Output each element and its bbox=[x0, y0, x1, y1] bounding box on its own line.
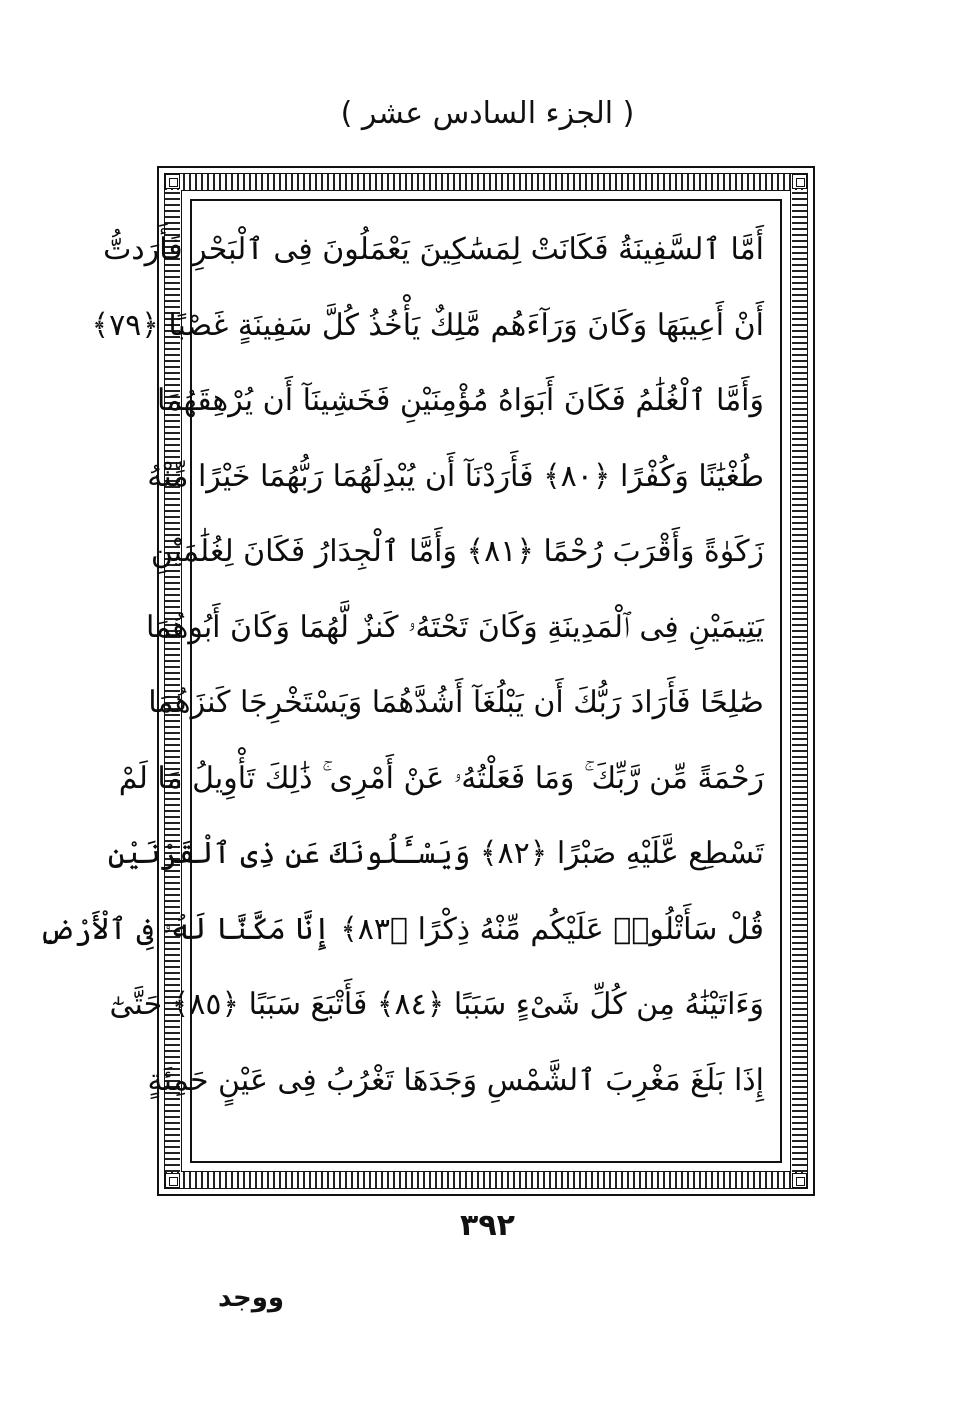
corner-ornament-bottom-right bbox=[165, 1173, 180, 1188]
verse-line-1: أَمَّا ٱلسَّفِينَةُ فَكَانَتْ لِمَسَٰكِينَ يَعْمَلُونَ فِى ٱلْبَحْرِ فَأَرَدتُّ bbox=[103, 232, 764, 267]
verse-line-6: يَتِيمَيْنِ فِى ٱلْمَدِينَةِ وَكَانَ تَحْتَهُۥ كَنزٌ لَّهُمَا وَكَانَ أَبُوهُمَا bbox=[146, 609, 764, 645]
verse-line-11: وَءَاتَيْنَٰهُ مِن كُلِّ شَىْءٍ سَبَبًا ﴿٨٤﴾ فَأَتْبَعَ سَبَبًا ﴿٨٥﴾ حَتَّىٰٓ bbox=[109, 987, 764, 1022]
catchword: ووجد bbox=[218, 1283, 285, 1313]
verse-line-12: إِذَا بَلَغَ مَغْرِبَ ٱلشَّمْسِ وَجَدَهَا تَغْرُبُ فِى عَيْنٍ حَمِئَةٍ bbox=[147, 1062, 764, 1098]
verse-line-8: رَحْمَةً مِّن رَّبِّكَ ۚ وَمَا فَعَلْتُهُۥ عَنْ أَمْرِى ۚ ذَٰلِكَ تَأْوِيلُ مَا لَمْ bbox=[118, 760, 764, 796]
verse-line-10: قُلْ سَأَتْلُوا۟ عَلَيْكُم مِّنْهُ ذِكْرًا ﴿٨٣﴾ إِنَّا مَكَّنَّا لَهُۥ فِى ٱلْأَرْضِ bbox=[38, 911, 764, 947]
verse-line-4: طُغْيَٰنًا وَكُفْرًا ﴿٨٠﴾ فَأَرَدْنَآ أَن يُبْدِلَهُمَا رَبُّهُمَا خَيْرًا مِّنْهُ bbox=[147, 458, 764, 494]
verse-text-block bbox=[38, 212, 764, 1118]
corner-ornament-top-left bbox=[792, 174, 807, 189]
verse-line-2: أَنْ أَعِيبَهَا وَكَانَ وَرَآءَهُم مَّلِكٌ يَأْخُذُ كُلَّ سَفِينَةٍ غَصْبًا ﴿٧٩﴾ bbox=[91, 307, 764, 343]
verse-line-3: وَأَمَّا ٱلْغُلَٰمُ فَكَانَ أَبَوَاهُ مُؤْمِنَيْنِ فَخَشِينَآ أَن يُرْهِقَهُمَا bbox=[156, 383, 764, 418]
juz-header: ( الجزء السادس عشر ) bbox=[340, 96, 635, 131]
corner-ornament-top-right bbox=[165, 174, 180, 189]
verse-line-9: تَسْطِع عَّلَيْهِ صَبْرًا ﴿٨٢﴾ وَيَسْـَٔلُونَكَ عَن ذِى ٱلْقَرْنَيْنِ bbox=[107, 836, 764, 871]
ornamental-border-right bbox=[792, 190, 807, 1172]
verse-line-5: زَكَوٰةً وَأَقْرَبَ رُحْمًا ﴿٨١﴾ وَأَمَّا ٱلْجِدَارُ فَكَانَ لِغُلَٰمَيْنِ bbox=[150, 534, 764, 569]
page-number: ٣٩٢ bbox=[460, 1208, 515, 1243]
verse-line-7: صَٰلِحًا فَأَرَادَ رَبُّكَ أَن يَبْلُغَآ أَشُدَّهُمَا وَيَسْتَخْرِجَا كَنزَهُمَا bbox=[148, 685, 764, 720]
corner-ornament-bottom-left bbox=[792, 1173, 807, 1188]
